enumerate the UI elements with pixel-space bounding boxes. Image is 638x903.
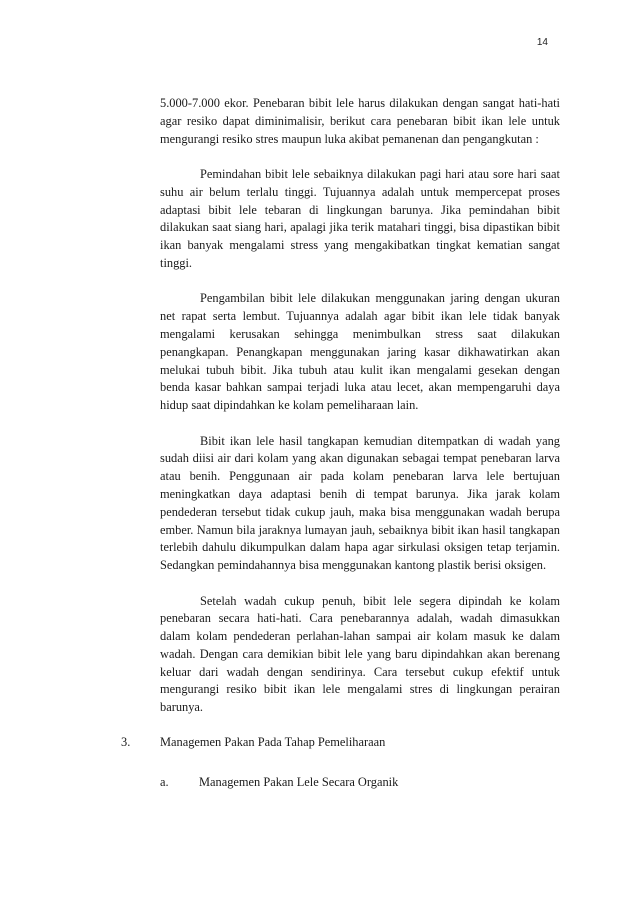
subsection-letter: a. [160,775,169,789]
paragraph-continuation: 5.000-7.000 ekor. Penebaran bibit lele harus dilakukan dengan sangat hati-hati agar resiko dapat diminimalisir, berikut cara penebaran bibit ikan lele untuk mengurangi resiko stres maupun luka akibat pemanenan dan pengangkutan : [160,96,560,146]
paragraph-pengambilan: Pengambilan bibit lele dilakukan menggunakan jaring dengan ukuran net rapat serta lembut. Tujuannya adalah agar bibit ikan lele tidak banyak mengalami kerusakan sehingga menimbulkan stress saat dilakukan penangkapan. Penangkapan menggunakan jaring kasar dikhawatirkan akan melukai tubuh bibit. Jika tubuh atau kulit ikan mengalami gesekan dengan benda kasar bahkan sampai terjadi luka atau lecet, akan mempengaruhi daya hidup saat dipindahkan ke kolam pemeliharaan lain. [160,291,560,413]
section-number: 3. [121,735,131,749]
subsection-heading-a [160,773,398,791]
body-text [160,95,560,717]
paragraph-tangkapan: Bibit ikan lele hasil tangkapan kemudian ditempatkan di wadah yang sudah diisi air dari kolam yang akan digunakan sebagai tempat penebaran larva atau benih. Penggunaan air pada kolam penebaran larva lele bertujuan meningkatkan daya adaptasi benih di tempat barunya. Jika jarak kolam pendederan tersebut tidak cukup jauh, maka bisa menggunakan wadah berupa ember. Namun bila jaraknya lumayan jauh, sebaiknya bibit ikan hasil tangkapan terlebih dahulu dikumpulkan dalam hapa agar sirkulasi oksigen tetap terjamin. Sedangkan pemindahannya bisa menggunakan kantong plastik berisi oksigen. [160,433,560,573]
section-title: Managemen Pakan Pada Tahap Pemeliharaan [160,735,386,749]
paragraph-pemindahan: Pemindahan bibit lele sebaiknya dilakukan pagi hari atau sore hari saat suhu air belum terlalu tinggi. Tujuannya adalah untuk mempercepat proses adaptasi bibit lele tebaran di lingkungan barunya. Jika pemindahan bibit dilakukan saat siang hari, apalagi jika terik matahari tinggi, bisa dipastikan bibit ikan banyak mengalami stress yang mengakibatkan tingkat kematian sangat tinggi. [160,166,560,270]
subsection-title: Managemen Pakan Lele Secara Organik [199,775,399,789]
section-heading-3 [121,733,385,751]
paragraph-penebaran: Setelah wadah cukup penuh, bibit lele segera dipindah ke kolam penebaran secara hati-hati. Cara penebarannya adalah, wadah dimasukkan dalam kolam pendederan perlahan-lahan sampai air kolam masuk ke dalam wadah. Dengan cara demikian bibit lele yang baru dipindahkan akan berenang keluar dari wadah dengan sendirinya. Cara tersebut cukup efektif untuk mengurangi resiko bibit ikan lele mengalami stres di lingkungan perairan barunya. [160,593,560,715]
page-number: 14 [536,37,548,48]
